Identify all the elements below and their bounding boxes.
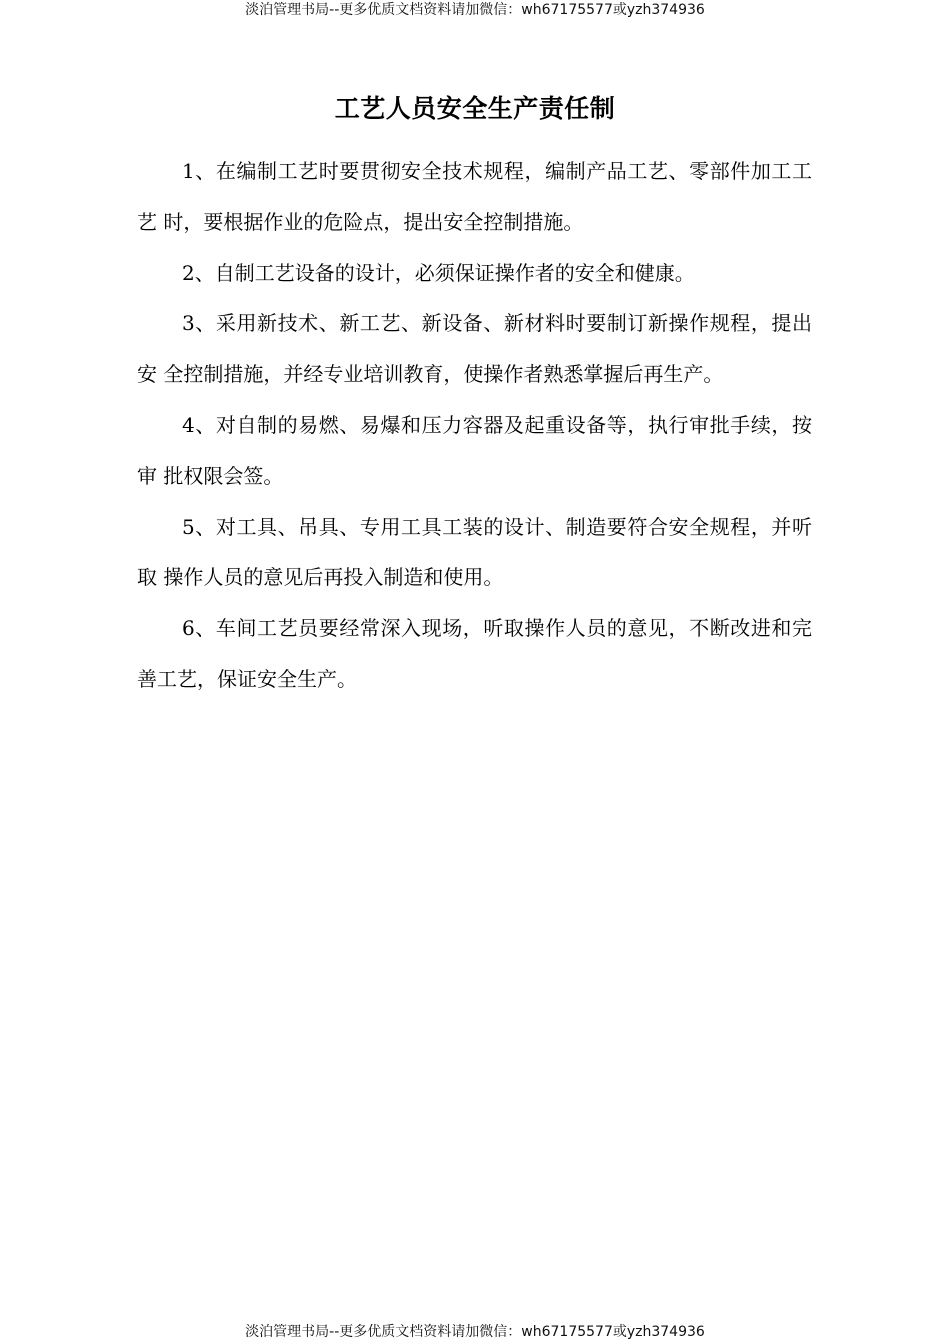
paragraph-item-5: 5、对工具、吊具、专用工具工装的设计、制造要符合安全规程，并听取 操作人员的意见后再投入制造和使用。 xyxy=(137,514,812,590)
document-body xyxy=(137,146,812,705)
paragraph-item-4: 4、对自制的易燃、易爆和压力容器及起重设备等，执行审批手续，按审 批权限会签。 xyxy=(137,412,812,488)
page-header: 淡泊管理书局--更多优质文档资料请加微信：wh67175577或yzh374936 xyxy=(245,2,705,18)
paragraph-item-1: 1、在编制工艺时要贯彻安全技术规程，编制产品工艺、零部件加工工艺 时，要根据作业的危险点，提出安全控制措施。 xyxy=(137,159,812,234)
page-footer: 淡泊管理书局--更多优质文档资料请加微信：wh67175577或yzh374936 xyxy=(245,1324,705,1340)
paragraph-item-6: 6、车间工艺员要经常深入现场，听取操作人员的意见，不断改进和完善工艺，保证安全生产。 xyxy=(137,616,812,691)
paragraph-item-2: 2、自制工艺设备的设计，必须保证操作者的安全和健康。 xyxy=(182,260,695,285)
document-title: 工艺人员安全生产责任制 xyxy=(334,94,616,123)
paragraph-item-3: 3、采用新技术、新工艺、新设备、新材料时要制订新操作规程，提出安 全控制措施，并经专业培训教育，使操作者熟悉掌握后再生产。 xyxy=(137,311,812,387)
